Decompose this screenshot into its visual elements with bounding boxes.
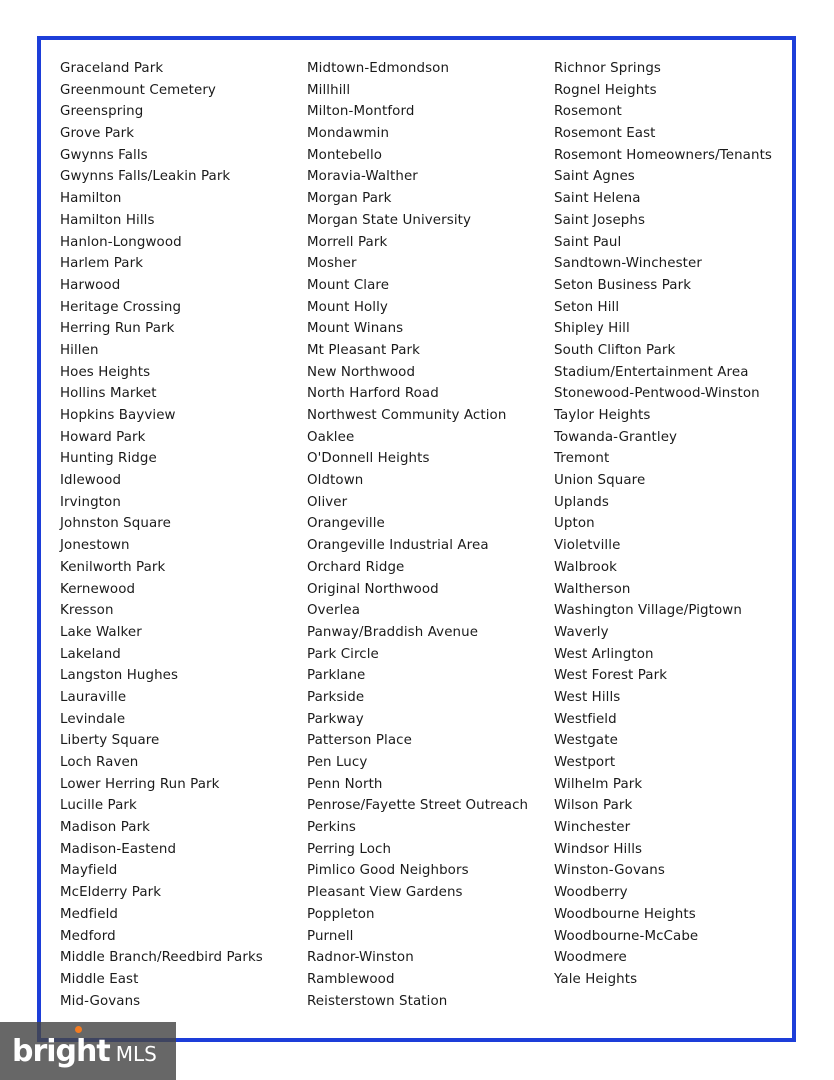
neighborhood-item: Stonewood-Pentwood-Winston (554, 386, 760, 402)
neighborhood-item: Perring Loch (307, 841, 392, 857)
neighborhood-item: Original Northwood (307, 581, 439, 597)
neighborhood-item: Union Square (554, 473, 646, 489)
neighborhood-item: Richnor Springs (554, 61, 662, 76)
neighborhood-item: Pen Lucy (307, 755, 368, 770)
neighborhood-item: Orangeville (307, 516, 385, 532)
neighborhood-item: Millhill (307, 82, 351, 98)
neighborhood-item: Hopkins Bayview (60, 408, 176, 423)
neighborhood-item: Hunting Ridge (60, 451, 157, 467)
neighborhood-item: Middle Branch/Reedbird Parks (60, 950, 263, 966)
neighborhood-list-frame (37, 36, 796, 1042)
neighborhood-item: Waltherson (554, 581, 631, 597)
neighborhood-item: Saint Agnes (554, 169, 635, 185)
neighborhood-item: Perkins (307, 820, 356, 836)
neighborhood-item: Mt Pleasant Park (307, 342, 421, 358)
neighborhood-item: Penn North (307, 776, 383, 792)
neighborhood-item: McElderry Park (60, 885, 162, 901)
neighborhood-item: Loch Raven (60, 755, 139, 770)
watermark-brand: bright (12, 1033, 110, 1069)
neighborhood-item: Lauraville (60, 689, 127, 705)
neighborhood-item: Graceland Park (60, 61, 164, 76)
neighborhood-item: Middle East (60, 971, 139, 987)
neighborhood-item: Langston Hughes (60, 668, 179, 684)
neighborhood-item: Heritage Crossing (60, 299, 182, 315)
neighborhood-item: Winston-Govans (554, 863, 665, 879)
neighborhood-item: Harlem Park (60, 256, 144, 272)
neighborhood-item: Johnston Square (60, 516, 171, 532)
neighborhood-item: Levindale (60, 711, 126, 727)
neighborhood-item: Rosemont Homeowners/Tenants (554, 147, 772, 163)
neighborhood-item: Mosher (307, 256, 357, 272)
neighborhood-item: New Northwood (307, 364, 416, 380)
neighborhood-item: Montebello (307, 147, 383, 163)
neighborhood-item: Westfield (554, 711, 617, 727)
neighborhood-item: Seton Hill (554, 299, 620, 315)
neighborhood-item: Oldtown (307, 473, 364, 489)
neighborhood-item: Violetville (554, 538, 621, 554)
neighborhood-item: Radnor-Winston (307, 950, 414, 966)
neighborhood-column-3 (554, 58, 772, 991)
neighborhood-item: Reisterstown Station (307, 993, 448, 1009)
neighborhood-item: West Forest Park (554, 668, 668, 684)
neighborhood-item: Windsor Hills (554, 841, 643, 857)
neighborhood-item: Wilson Park (554, 798, 633, 814)
neighborhood-item: Morgan State University (307, 212, 472, 228)
neighborhood-item: Woodmere (554, 950, 627, 966)
watermark-suffix: MLS (115, 1042, 157, 1066)
neighborhood-item: Northwest Community Action (307, 408, 507, 423)
neighborhood-item: Woodbourne-McCabe (554, 928, 699, 944)
neighborhood-item: Midtown-Edmondson (307, 61, 450, 76)
neighborhood-column-2 (307, 58, 528, 1012)
neighborhood-item: Morrell Park (307, 234, 388, 250)
watermark-accent-dot-icon (75, 1026, 82, 1033)
neighborhood-item: Kenilworth Park (60, 559, 166, 575)
neighborhood-item: Parklane (307, 668, 366, 684)
neighborhood-item: Oliver (307, 494, 348, 510)
neighborhood-column-1 (60, 58, 263, 1012)
neighborhood-item: Walbrook (554, 559, 617, 575)
neighborhood-item: South Clifton Park (554, 342, 676, 358)
neighborhood-item: Saint Helena (554, 191, 641, 207)
neighborhood-item: West Hills (554, 689, 621, 705)
neighborhood-item: Panway/Braddish Avenue (307, 624, 479, 640)
neighborhood-item: Wilhelm Park (554, 776, 643, 792)
neighborhood-item: Oaklee (307, 429, 355, 445)
neighborhood-item: Medford (60, 928, 116, 944)
neighborhood-item: Hamilton Hills (60, 212, 155, 228)
neighborhood-item: Lakeland (60, 646, 121, 662)
neighborhood-item: Purnell (307, 928, 354, 944)
neighborhood-item: Upton (554, 516, 595, 532)
neighborhood-item: Hillen (60, 342, 99, 358)
neighborhood-item: Seton Business Park (554, 277, 692, 293)
neighborhood-item: Taylor Heights (554, 408, 651, 423)
neighborhood-item: Moravia-Walther (307, 169, 418, 185)
neighborhood-item: Woodbourne Heights (554, 906, 696, 922)
neighborhood-item: Yale Heights (554, 971, 638, 987)
neighborhood-item: Mid-Govans (60, 993, 141, 1009)
neighborhood-item: Jonestown (60, 538, 130, 554)
neighborhood-item: Towanda-Grantley (554, 429, 678, 445)
neighborhood-item: Orchard Ridge (307, 559, 405, 575)
neighborhood-item: Saint Paul (554, 234, 622, 250)
neighborhood-item: Mount Holly (307, 299, 388, 315)
neighborhood-item: Westport (554, 755, 616, 770)
neighborhood-item: Ramblewood (307, 971, 395, 987)
neighborhood-item: Park Circle (307, 646, 379, 662)
neighborhood-item: Stadium/Entertainment Area (554, 364, 749, 380)
neighborhood-item: Morgan Park (307, 191, 392, 207)
neighborhood-item: Grove Park (60, 126, 135, 142)
neighborhood-item: Hoes Heights (60, 364, 151, 380)
neighborhood-item: Hamilton (60, 191, 122, 207)
neighborhood-item: Gwynns Falls (60, 147, 148, 163)
neighborhood-item: Medfield (60, 906, 118, 922)
bright-mls-watermark (0, 1022, 176, 1080)
neighborhood-item: Kernewood (60, 581, 136, 597)
neighborhood-item: Pimlico Good Neighbors (307, 863, 469, 879)
neighborhood-item: Milton-Montford (307, 104, 415, 120)
neighborhood-item: Parkside (307, 689, 365, 705)
neighborhood-item: West Arlington (554, 646, 654, 662)
neighborhood-item: Shipley Hill (554, 321, 630, 337)
neighborhood-item: Gwynns Falls/Leakin Park (60, 169, 231, 185)
neighborhood-item: Overlea (307, 603, 361, 619)
neighborhood-item: Mount Clare (307, 277, 390, 293)
neighborhood-item: Liberty Square (60, 733, 160, 749)
neighborhood-item: Lake Walker (60, 624, 142, 640)
neighborhood-item: Lower Herring Run Park (60, 776, 220, 792)
neighborhood-item: Madison Park (60, 820, 151, 836)
neighborhood-item: Washington Village/Pigtown (554, 603, 742, 619)
neighborhood-item: Winchester (554, 820, 631, 836)
neighborhood-item: Irvington (60, 494, 121, 510)
neighborhood-item: Westgate (554, 733, 618, 749)
neighborhood-item: Howard Park (60, 429, 146, 445)
neighborhood-item: Penrose/Fayette Street Outreach (307, 798, 529, 814)
neighborhood-item: Hollins Market (60, 386, 157, 402)
neighborhood-item: Sandtown-Winchester (554, 256, 702, 272)
neighborhood-item: Hanlon-Longwood (60, 234, 182, 250)
neighborhood-item: Saint Josephs (554, 212, 646, 228)
neighborhood-item: Waverly (554, 624, 609, 640)
neighborhood-item: Rosemont (554, 104, 622, 120)
neighborhood-item: Tremont (554, 451, 610, 467)
neighborhood-item: Lucille Park (60, 798, 137, 814)
neighborhood-item: Harwood (60, 277, 121, 293)
neighborhood-item: Parkway (307, 711, 364, 727)
neighborhood-item: Mondawmin (307, 126, 390, 142)
neighborhood-item: Greenmount Cemetery (60, 82, 216, 98)
neighborhood-item: O'Donnell Heights (307, 451, 430, 467)
neighborhood-item: Idlewood (60, 473, 122, 489)
neighborhood-item: Mount Winans (307, 321, 404, 337)
neighborhood-item: Pleasant View Gardens (307, 885, 463, 901)
neighborhood-item: Herring Run Park (60, 321, 175, 337)
neighborhood-item: Greenspring (60, 104, 144, 120)
neighborhood-item: Rognel Heights (554, 82, 657, 98)
neighborhood-item: Rosemont East (554, 126, 656, 142)
neighborhood-item: Kresson (60, 603, 114, 619)
neighborhood-item: Orangeville Industrial Area (307, 538, 489, 554)
neighborhood-item: Madison-Eastend (60, 841, 177, 857)
neighborhood-item: Poppleton (307, 906, 375, 922)
neighborhood-item: Mayfield (60, 863, 118, 879)
neighborhood-item: North Harford Road (307, 386, 439, 402)
neighborhood-item: Uplands (554, 494, 609, 510)
neighborhood-item: Woodberry (554, 885, 628, 901)
neighborhood-item: Patterson Place (307, 733, 412, 749)
